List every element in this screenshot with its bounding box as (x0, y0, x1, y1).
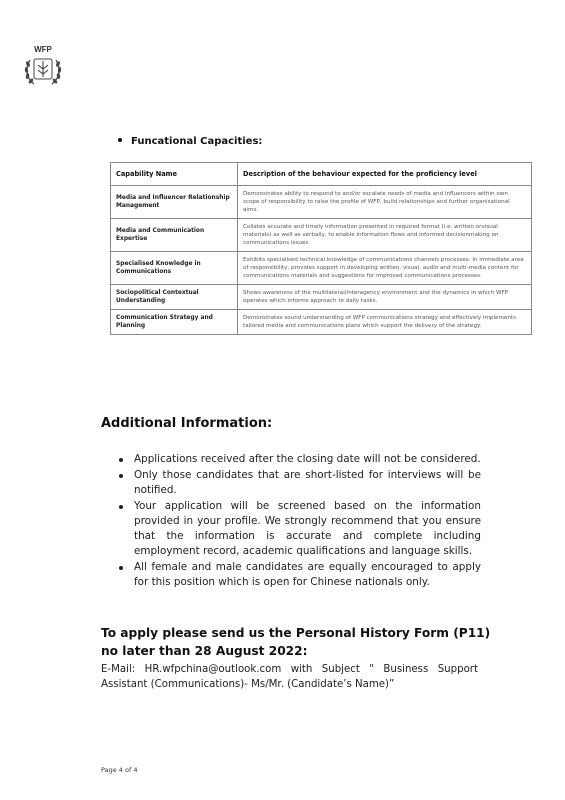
bullet-dot (119, 566, 123, 570)
additional-information-list (101, 452, 481, 591)
bullet-dot (118, 138, 122, 142)
functional-heading-text: Funcational Capacities: (131, 136, 263, 147)
capability-name: Specialised Knowledge in Communications (111, 252, 238, 285)
list-item-text: Only those candidates that are short-listed for interviews will be notified. (134, 469, 481, 496)
capability-description: Exhibits specialised technical knowledge of communications channels processes. In immediate area of responsibility, provides support in developing written, visual, audio and multi-media content for communications materials and suggestions for improved communications processes. (238, 252, 532, 285)
capability-description: Collates accurate and timely information presented in required format (i.e. written orvisual materials) as well as verbally, to enable information flows and informed decisionmaking on communications issues. (238, 219, 532, 252)
logo-text: WFP (34, 45, 52, 54)
bullet-dot (119, 474, 123, 478)
table-row (111, 219, 532, 252)
wfp-logo (20, 44, 66, 90)
capability-description: Shows awareness of the multilateral/interagency environment and the dynamics in which WFP operates which informs approach to daily tasks. (238, 285, 532, 310)
capability-description: Demonstrates sound understanding of WFP communications strategy and effectively implements tailored media and communications plans which support the delivery of the strategy. (238, 310, 532, 335)
capability-name: Communication Strategy and Planning (111, 310, 238, 335)
list-item (101, 560, 481, 590)
list-item (101, 452, 481, 467)
apply-email-text: E-Mail: HR.wfpchina@outlook.com with Subject " Business Support Assistant (Communications)- Ms/Mr. (Candidate’s Name)” (101, 664, 478, 690)
bullet-dot (119, 505, 123, 509)
additional-information-heading: Additional Information: (101, 416, 273, 431)
list-item-text: Applications received after the closing date will not be considered. (134, 453, 481, 465)
capabilities-table (110, 162, 532, 335)
col-header-description: Description of the behaviour expected for the proficiency level (238, 163, 532, 186)
apply-heading: To apply please send us the Personal History Form (P11) no later than 28 August 2022: (101, 626, 491, 658)
table-row (111, 186, 532, 219)
table-row (111, 310, 532, 335)
col-header-capability: Capability Name (111, 163, 238, 186)
list-item (101, 468, 481, 498)
capability-name: Media and Influencer Relationship Management (111, 186, 238, 219)
table-row (111, 252, 532, 285)
capability-description: Demonstrates ability to respond to and/or escalate needs of media and influencers within own scope of responsibility to raise the profile of WFP, build relationships and further organisational aims. (238, 186, 532, 219)
list-item-text: All female and male candidates are equally encouraged to apply for this position which is open for Chinese nationals only. (134, 561, 481, 588)
capability-name: Media and Communication Expertise (111, 219, 238, 252)
table-row (111, 285, 532, 310)
list-item-text: Your application will be screened based on the information provided in your profile. We strongly recommend that you ensure that the information is accurate and complete including employment record, academic qualifications and language skills. (134, 500, 481, 557)
bullet-dot (119, 458, 123, 462)
wfp-emblem-icon (20, 44, 66, 90)
table-header-row (111, 163, 532, 186)
list-item (101, 499, 481, 559)
functional-capacities-heading (118, 136, 262, 147)
capability-name: Sociopolitical Contextual Understanding (111, 285, 238, 310)
page-number: Page 4 of 4 (101, 766, 138, 774)
